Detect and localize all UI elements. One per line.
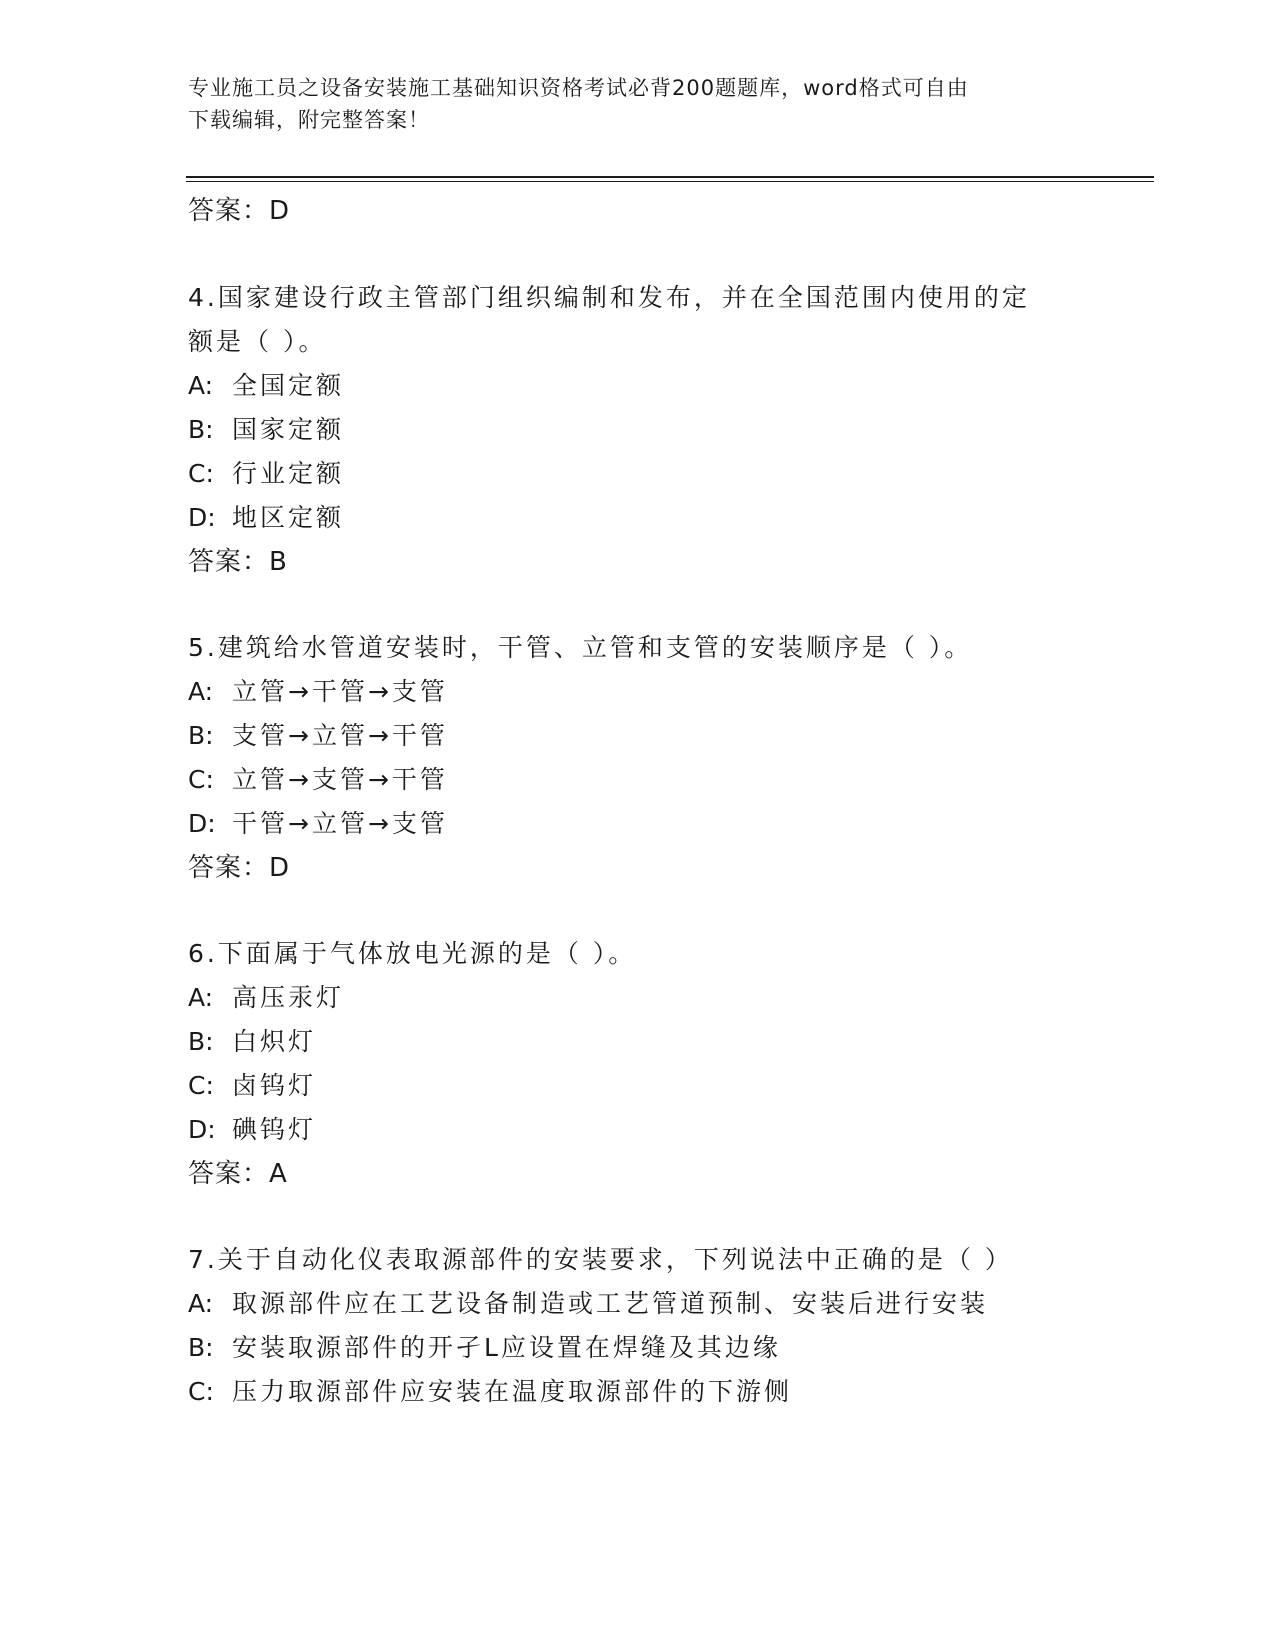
document-header [188, 72, 1088, 136]
header-divider-thin [186, 181, 1154, 182]
question-7-stem: 7.关于自动化仪表取源部件的安装要求，下列说法中正确的是（ ） [188, 1245, 1013, 1274]
question-7-option-b [188, 1332, 781, 1364]
question-6-stem: 6.下面属于气体放电光源的是（ ）。 [188, 939, 637, 968]
question-4-option-a [188, 370, 344, 402]
option-key: C: [188, 459, 214, 488]
question-6-option-d [188, 1114, 316, 1146]
question-5-option-a [188, 676, 448, 708]
option-text: 立管→干管→支管 [232, 677, 448, 706]
option-text: 碘钨灯 [232, 1115, 317, 1144]
option-text: 国家定额 [232, 415, 345, 444]
option-key: B: [188, 1027, 214, 1056]
option-key: A: [188, 1289, 214, 1318]
question-4-option-c [188, 458, 344, 490]
header-line-1: 专业施工员之设备安装施工基础知识资格考试必背200题题库，word格式可自由 [188, 76, 969, 100]
header-line-2: 下载编辑，附完整答案！ [188, 108, 430, 132]
option-text: 取源部件应在工艺设备制造或工艺管道预制、安装后进行安装 [232, 1289, 989, 1318]
option-key: D: [188, 503, 216, 532]
question-6-option-c [188, 1070, 316, 1102]
option-text: 行业定额 [232, 459, 345, 488]
option-text: 白炽灯 [232, 1027, 317, 1056]
question-7-option-c [188, 1376, 792, 1408]
question-6-option-a [188, 982, 344, 1014]
option-key: B: [188, 1333, 214, 1362]
option-key: C: [188, 1071, 214, 1100]
option-key: C: [188, 1377, 214, 1406]
question-4-option-b [188, 414, 344, 446]
option-key: D: [188, 809, 216, 838]
option-text: 地区定额 [232, 503, 345, 532]
question-5-option-d [188, 808, 448, 840]
option-text: 立管→支管→干管 [232, 765, 448, 794]
question-4-option-d [188, 502, 344, 534]
question-4-stem-line-1: 4.国家建设行政主管部门组织编制和发布，并在全国范围内使用的定 [188, 283, 1030, 312]
question-5-stem: 5.建筑给水管道安装时，干管、立管和支管的安装顺序是（ ）。 [188, 633, 973, 662]
option-key: C: [188, 765, 214, 794]
previous-answer: 答案：D [188, 196, 291, 226]
option-text: 安装取源部件的开孑L应设置在焊缝及其边缘 [232, 1333, 781, 1362]
question-5-answer: 答案：D [188, 853, 291, 883]
question-5-option-c [188, 764, 448, 796]
question-6-option-b [188, 1026, 316, 1058]
option-text: 全国定额 [232, 371, 345, 400]
question-5-option-b [188, 720, 448, 752]
option-key: D: [188, 1115, 216, 1144]
question-4-answer: 答案：B [188, 547, 288, 577]
option-key: A: [188, 371, 214, 400]
option-text: 压力取源部件应安装在温度取源部件的下游侧 [232, 1377, 793, 1406]
option-key: A: [188, 983, 214, 1012]
option-key: A: [188, 677, 214, 706]
question-7-option-a [188, 1288, 988, 1320]
option-key: B: [188, 721, 214, 750]
option-text: 干管→立管→支管 [232, 809, 448, 838]
header-divider [186, 176, 1154, 178]
option-text: 支管→立管→干管 [232, 721, 448, 750]
option-text: 卤钨灯 [232, 1071, 317, 1100]
option-text: 高压汞灯 [232, 983, 345, 1012]
question-4-stem-line-2: 额是（ ）。 [188, 327, 327, 356]
question-6-answer: 答案：A [188, 1159, 288, 1189]
option-key: B: [188, 415, 214, 444]
